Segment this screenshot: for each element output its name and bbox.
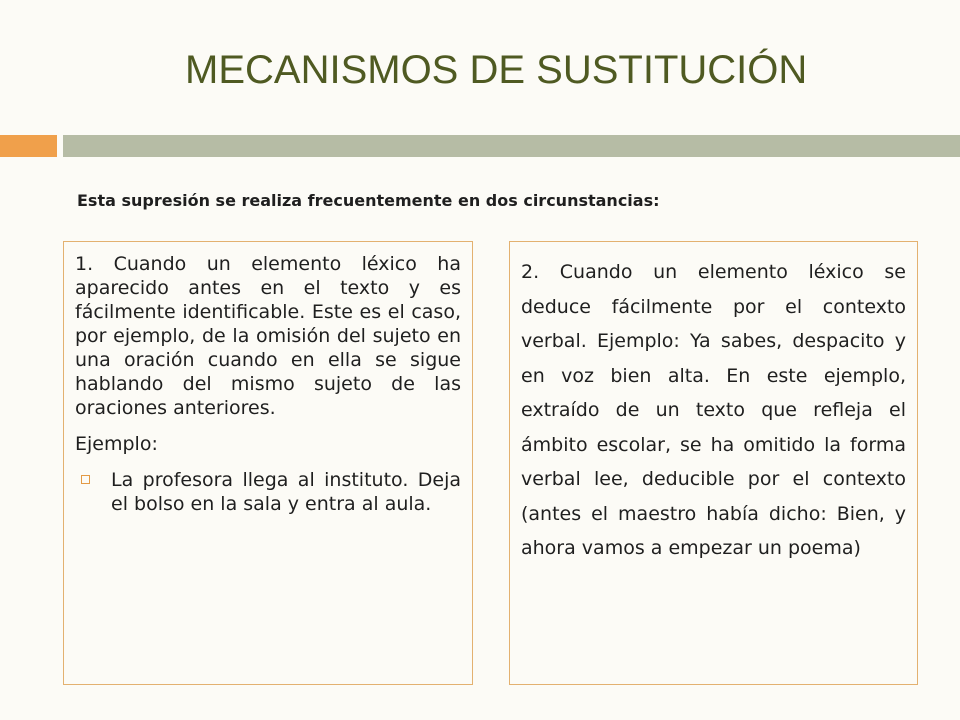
intro-text: Esta supresión se realiza frecuentemente en dos circunstancias: (77, 191, 660, 210)
left-content-box (63, 241, 473, 685)
slide-title: MECANISMOS DE SUSTITUCIÓN (185, 48, 808, 92)
square-bullet-icon (81, 475, 90, 484)
accent-bar-olive (63, 135, 960, 157)
list-item (75, 468, 461, 516)
bullet-text: La profesora llega al instituto. Deja el bolso en la sala y entra al aula. (111, 469, 461, 515)
accent-bar-orange (0, 135, 57, 157)
left-paragraph: 1. Cuando un elemento léxico ha aparecido antes en el texto y es fácilmente identificable. Este es el caso, por ejemplo, de la omisión del sujeto en una oración cuando en ella se sigue hablando del mismo sujeto de las oraciones anteriores. (75, 253, 461, 419)
example-label: Ejemplo: (75, 433, 158, 455)
right-content-box (509, 241, 918, 685)
right-paragraph: 2. Cuando un elemento léxico se deduce fácilmente por el contexto verbal. Ejemplo: Ya sabes, despacito y en voz bien alta. En este ejemplo, extraído de un texto que refleja el ámbito escolar, se ha omitido la forma verbal lee, deducible por el contexto (antes el maestro había dicho: Bien, y ahora vamos a empezar un poema) (521, 261, 906, 559)
